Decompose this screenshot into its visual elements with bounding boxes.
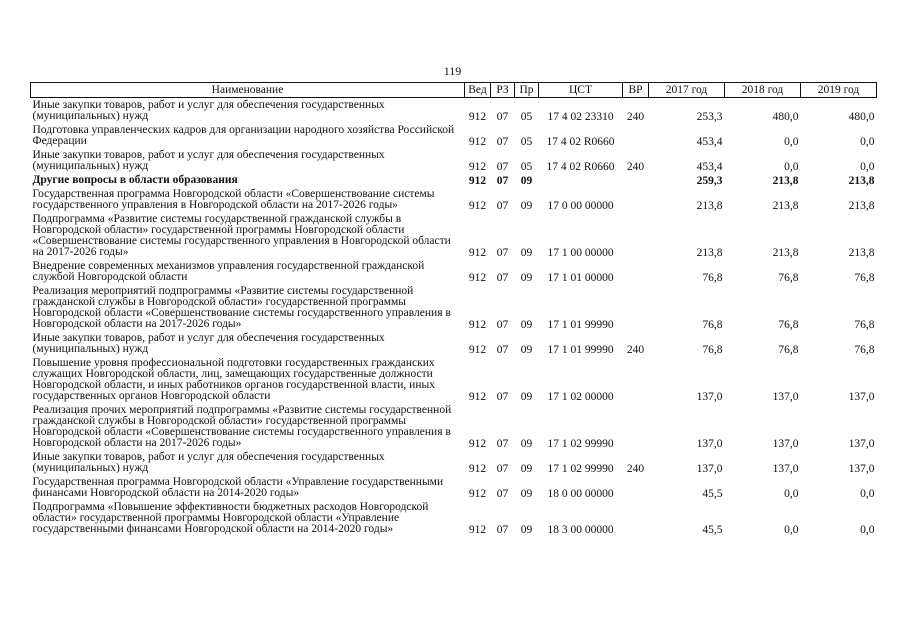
cell-rz: 07	[496, 161, 509, 173]
cell-value-2018: 213,8	[772, 175, 799, 187]
table-row	[31, 356, 877, 403]
cell-rz: 07	[496, 175, 509, 187]
cell-ved: 912	[468, 463, 487, 475]
cell-rz: 07	[496, 200, 509, 212]
header-name: Наименование	[31, 83, 465, 98]
header-2017: 2017 год	[649, 83, 725, 98]
cell-value-2019: 0,0	[860, 136, 875, 148]
cell-vr	[623, 123, 649, 148]
cell-cst: 17 1 02 00000	[547, 391, 614, 403]
table-row	[31, 98, 877, 124]
cell-pr: 09	[520, 247, 533, 259]
cell-name: Подпрограмма «Повышение эффективности бюджетных расходов Новгородской области» государственной программы Новгородской области «Управление государственными финансами Новгородской области на 2014-2020 годы»	[32, 501, 429, 535]
cell-ved: 912	[468, 391, 487, 403]
table-row	[31, 212, 877, 259]
cell-value-2017: 137,0	[696, 438, 723, 450]
cell-value-2019: 0,0	[860, 524, 875, 536]
cell-name: Внедрение современных механизмов управления государственной гражданской службой Новгородской области	[32, 260, 425, 283]
cell-rz: 07	[496, 272, 509, 284]
cell-value-2018: 213,8	[772, 200, 799, 212]
cell-value-2019: 213,8	[848, 200, 875, 212]
cell-name: Другие вопросы в области образования	[32, 174, 238, 186]
cell-cst: 18 0 00 00000	[547, 488, 614, 500]
cell-value-2017: 213,8	[696, 200, 723, 212]
table-header-row	[31, 83, 877, 98]
cell-rz: 07	[496, 319, 509, 331]
cell-vr	[623, 356, 649, 403]
cell-rz: 07	[496, 111, 509, 123]
cell-rz: 07	[496, 488, 509, 500]
cell-ved: 912	[468, 272, 487, 284]
page-number: 119	[443, 64, 462, 78]
cell-value-2017: 76,8	[702, 344, 723, 356]
cell-pr: 09	[520, 319, 533, 331]
table-row	[31, 403, 877, 450]
cell-pr: 05	[520, 111, 533, 123]
cell-value-2017: 137,0	[696, 391, 723, 403]
cell-value-2018: 76,8	[778, 344, 799, 356]
cell-pr: 09	[520, 272, 533, 284]
cell-ved: 912	[468, 344, 487, 356]
cell-ved: 912	[468, 200, 487, 212]
cell-cst: 17 4 02 R0660	[546, 161, 615, 173]
cell-name: Иные закупки товаров, работ и услуг для обеспечения государственных (муниципальных) нужд	[32, 149, 385, 172]
header-ved: Вед	[465, 83, 491, 98]
cell-value-2018: 76,8	[778, 319, 799, 331]
cell-vr	[623, 259, 649, 284]
cell-cst: 17 1 00 00000	[547, 247, 614, 259]
cell-name: Подпрограмма «Развитие системы государственной гражданской службы в Новгородской области» государственной программы Новгородской области «Совершенствование системы государственного управления в Новгородской области на 2017-2026 годы»	[32, 213, 451, 258]
cell-value-2019: 76,8	[854, 319, 875, 331]
cell-value-2018: 0,0	[784, 161, 799, 173]
cell-ved: 912	[468, 136, 487, 148]
cell-rz: 07	[496, 524, 509, 536]
cell-value-2019: 137,0	[848, 438, 875, 450]
cell-vr: 240	[626, 344, 645, 356]
cell-pr: 09	[520, 463, 533, 475]
cell-value-2019: 137,0	[848, 391, 875, 403]
cell-cst: 17 1 01 99990	[547, 319, 614, 331]
table-row	[31, 259, 877, 284]
cell-cst: 17 1 01 00000	[547, 272, 614, 284]
cell-value-2019: 76,8	[854, 344, 875, 356]
table-row	[31, 500, 877, 536]
cell-value-2019: 213,8	[848, 175, 875, 187]
cell-value-2017: 453,4	[696, 136, 723, 148]
cell-pr: 05	[520, 136, 533, 148]
cell-name: Иные закупки товаров, работ и услуг для обеспечения государственных (муниципальных) нужд	[32, 451, 385, 474]
cell-ved: 912	[468, 111, 487, 123]
cell-ved: 912	[468, 488, 487, 500]
budget-table	[30, 82, 877, 536]
cell-vr	[623, 187, 649, 212]
cell-vr	[623, 212, 649, 259]
cell-value-2017: 453,4	[696, 161, 723, 173]
cell-vr	[623, 475, 649, 500]
cell-name: Повышение уровня профессиональной подготовки государственных гражданских служащих Новгородской области, лиц, замещающих государственные должности Новгородской области, и иных работников органов государственной власти, иных государственных органов Новгородской области	[32, 357, 435, 402]
cell-value-2018: 76,8	[778, 272, 799, 284]
cell-vr	[623, 284, 649, 331]
cell-value-2018: 137,0	[772, 391, 799, 403]
cell-rz: 07	[496, 391, 509, 403]
header-2019: 2019 год	[801, 83, 877, 98]
cell-pr: 09	[520, 200, 533, 212]
cell-vr	[623, 403, 649, 450]
header-cst: ЦСТ	[539, 83, 623, 98]
cell-value-2019: 137,0	[848, 463, 875, 475]
cell-pr: 09	[520, 438, 533, 450]
cell-ved: 912	[468, 175, 487, 187]
cell-rz: 07	[496, 438, 509, 450]
cell-rz: 07	[496, 344, 509, 356]
cell-cst: 17 1 02 99990	[547, 463, 614, 475]
cell-value-2019: 0,0	[860, 488, 875, 500]
cell-cst: 17 4 02 R0660	[546, 136, 615, 148]
cell-ved: 912	[468, 319, 487, 331]
table-row	[31, 475, 877, 500]
cell-name: Иные закупки товаров, работ и услуг для обеспечения государственных (муниципальных) нужд	[32, 332, 385, 355]
cell-cst: 18 3 00 00000	[547, 524, 614, 536]
cell-pr: 09	[520, 524, 533, 536]
header-pr: Пр	[515, 83, 539, 98]
cell-name: Государственная программа Новгородской области «Управление государственными финансами Новгородской области на 2014-2020 годы»	[32, 476, 444, 499]
cell-ved: 912	[468, 161, 487, 173]
cell-value-2018: 137,0	[772, 438, 799, 450]
cell-value-2017: 76,8	[702, 272, 723, 284]
table-row	[31, 187, 877, 212]
cell-name: Иные закупки товаров, работ и услуг для обеспечения государственных (муниципальных) нужд	[32, 99, 385, 122]
cell-cst	[539, 173, 623, 187]
cell-vr: 240	[626, 463, 645, 475]
cell-value-2017: 45,5	[702, 488, 723, 500]
header-vr: ВР	[623, 83, 649, 98]
header-2018: 2018 год	[725, 83, 801, 98]
cell-rz: 07	[496, 247, 509, 259]
cell-pr: 09	[520, 175, 533, 187]
cell-value-2017: 76,8	[702, 319, 723, 331]
cell-pr: 09	[520, 344, 533, 356]
cell-vr: 240	[626, 161, 645, 173]
cell-value-2018: 0,0	[784, 524, 799, 536]
cell-value-2017: 137,0	[696, 463, 723, 475]
cell-value-2017: 45,5	[702, 524, 723, 536]
cell-value-2018: 137,0	[772, 463, 799, 475]
cell-cst: 17 1 01 99990	[547, 344, 614, 356]
cell-value-2017: 253,3	[696, 111, 723, 123]
table-row	[31, 173, 877, 187]
cell-value-2018: 0,0	[784, 488, 799, 500]
cell-ved: 912	[468, 524, 487, 536]
cell-value-2019: 213,8	[848, 247, 875, 259]
table-row	[31, 284, 877, 331]
cell-value-2017: 259,3	[696, 175, 723, 187]
cell-value-2017: 213,8	[696, 247, 723, 259]
cell-cst: 17 0 00 00000	[547, 200, 614, 212]
header-rz: РЗ	[491, 83, 515, 98]
cell-name: Подготовка управленческих кадров для организации народного хозяйства Российской Федерации	[32, 124, 455, 147]
cell-vr	[623, 500, 649, 536]
cell-rz: 07	[496, 136, 509, 148]
cell-value-2018: 480,0	[772, 111, 799, 123]
cell-vr	[623, 173, 649, 187]
cell-rz: 07	[496, 463, 509, 475]
cell-value-2019: 480,0	[848, 111, 875, 123]
table-row	[31, 123, 877, 148]
cell-pr: 09	[520, 391, 533, 403]
cell-value-2019: 76,8	[854, 272, 875, 284]
table-row	[31, 331, 877, 356]
table-row	[31, 450, 877, 475]
cell-ved: 912	[468, 247, 487, 259]
cell-vr: 240	[626, 111, 645, 123]
cell-name: Реализация прочих мероприятий подпрограммы «Развитие системы государственной гражданской службы в Новгородской области» государственной программы Новгородской области «Совершенствование системы государственного управления в Новгородской области на 2017-2026 годы»	[32, 404, 452, 449]
cell-pr: 05	[520, 161, 533, 173]
cell-value-2018: 0,0	[784, 136, 799, 148]
cell-value-2018: 213,8	[772, 247, 799, 259]
cell-pr: 09	[520, 488, 533, 500]
cell-value-2019: 0,0	[860, 161, 875, 173]
cell-name: Государственная программа Новгородской области «Совершенствование системы государственного управления в Новгородской области на 2017-2026 годы»	[32, 188, 435, 211]
cell-name: Реализация мероприятий подпрограммы «Развитие системы государственной гражданской службы в Новгородской области» государственной программы Новгородской области «Совершенствование системы государственного управления в Новгородской области на 2017-2026 годы»	[32, 285, 451, 330]
cell-cst: 17 4 02 23310	[547, 111, 614, 123]
table-row	[31, 148, 877, 173]
cell-cst: 17 1 02 99990	[547, 438, 614, 450]
cell-ved: 912	[468, 438, 487, 450]
